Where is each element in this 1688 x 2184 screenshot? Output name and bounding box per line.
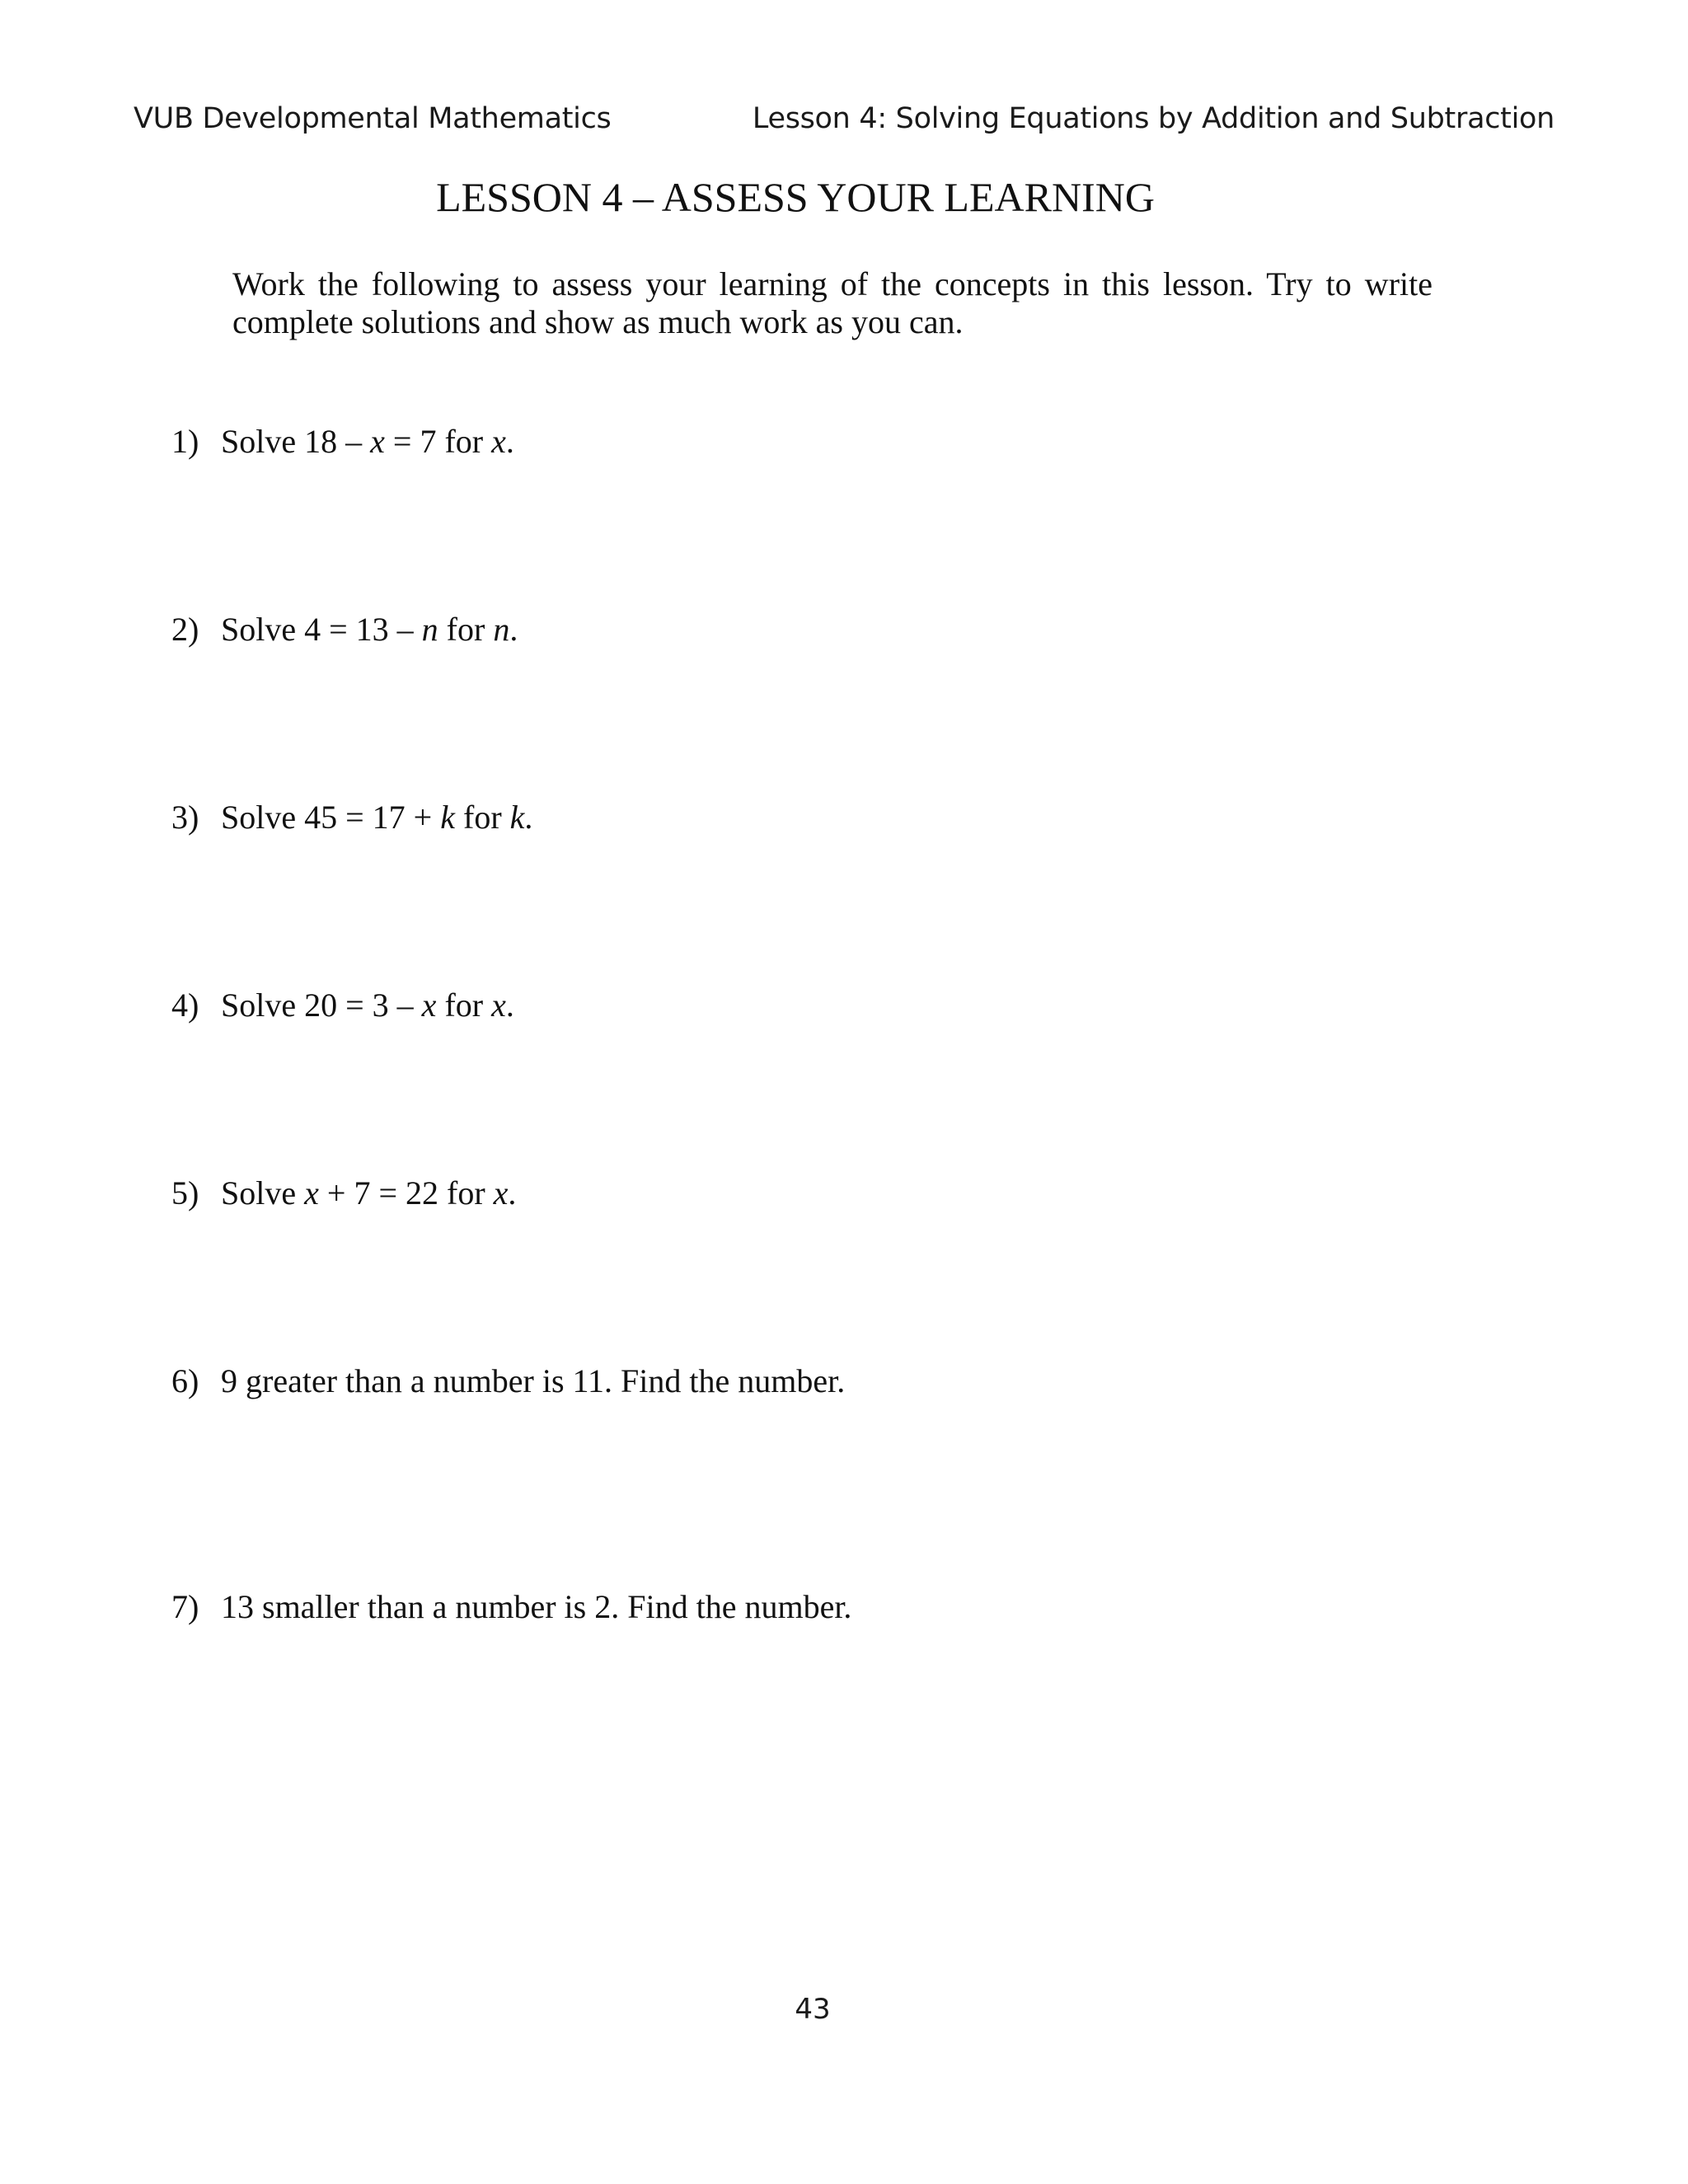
problem-variable: n [493, 611, 510, 648]
problem-number: 5) [171, 1174, 199, 1212]
problem-text: Solve 18 – [221, 423, 371, 460]
problem-text: Solve 20 = 3 – [221, 987, 422, 1024]
problem-number: 6) [171, 1362, 199, 1399]
problem-number: 4) [171, 987, 199, 1024]
problem-3 [171, 798, 532, 837]
problem-text: . [508, 1174, 517, 1212]
instructions-paragraph: Work the following to assess your learning of the concepts in this lesson. Try to write complete solutions and show as much work as you can. [232, 265, 1432, 340]
problem-variable: x [304, 1174, 319, 1212]
problem-number: 7) [171, 1588, 199, 1625]
page-number: 43 [795, 1993, 831, 2026]
problem-5 [171, 1174, 516, 1212]
problem-variable: x [370, 423, 385, 460]
problem-variable: x [491, 987, 506, 1024]
problem-text: 9 greater than a number is 11. Find the number. [221, 1362, 846, 1399]
problem-text: . [505, 987, 514, 1024]
problem-text: for [436, 987, 492, 1024]
problem-text: + 7 = 22 for [318, 1174, 494, 1212]
problem-text: . [524, 799, 533, 836]
problem-number: 3) [171, 799, 199, 836]
problem-variable: x [493, 1174, 509, 1212]
problem-text: Solve 4 = 13 – [221, 611, 422, 648]
problem-4 [171, 986, 514, 1024]
problem-1 [171, 422, 514, 461]
problem-text: . [505, 423, 514, 460]
header-right-text: Lesson 4: Solving Equations by Addition and Subtraction [752, 102, 1554, 135]
problem-text: for [438, 611, 494, 648]
problem-text: for [455, 799, 510, 836]
problem-7 [171, 1587, 851, 1626]
problem-text: 13 smaller than a number is 2. Find the number. [221, 1588, 852, 1625]
problem-variable: k [509, 799, 525, 836]
page-title: LESSON 4 – ASSESS YOUR LEARNING [436, 174, 1155, 220]
problem-text: = 7 for [384, 423, 492, 460]
problem-text: . [509, 611, 518, 648]
problem-variable: x [491, 423, 506, 460]
problem-text: Solve [221, 1174, 305, 1212]
problem-variable: n [421, 611, 438, 648]
problem-2 [171, 610, 518, 649]
problem-variable: x [421, 987, 437, 1024]
problem-variable: k [440, 799, 455, 836]
problem-number: 1) [171, 423, 199, 460]
problem-number: 2) [171, 611, 199, 648]
header-left-text: VUB Developmental Mathematics [134, 102, 612, 135]
problem-text: Solve 45 = 17 + [221, 799, 441, 836]
problem-6 [171, 1361, 845, 1400]
